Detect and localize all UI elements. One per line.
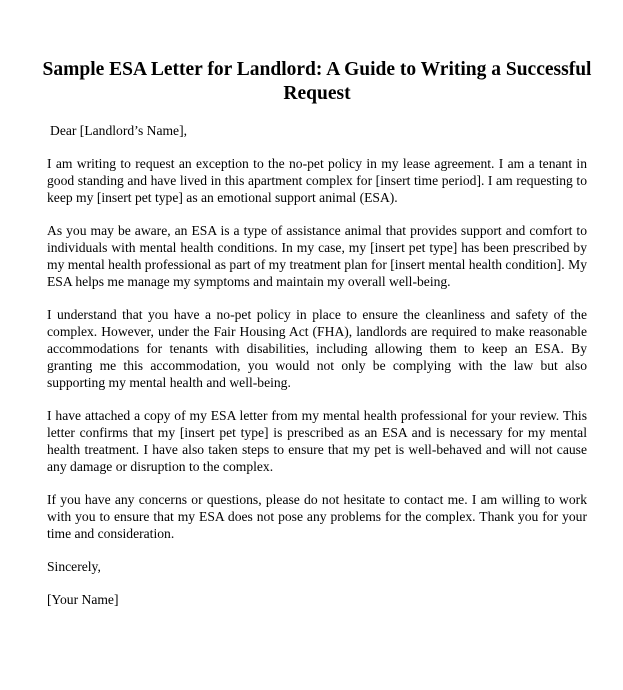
paragraph-contact: If you have any concerns or questions, please do not hesitate to contact me. I am willing to work with you to ensure that my ESA does not pose any problems for the complex. Thank you for your time and consideration. bbox=[47, 492, 587, 541]
letter-page bbox=[42, 58, 592, 608]
document-title: Sample ESA Letter for Landlord: A Guide to Writing a Successful Request bbox=[42, 59, 592, 104]
paragraph-fha-accommodation: I understand that you have a no-pet policy in place to ensure the cleanliness and safety of the complex. However, under the Fair Housing Act (FHA), landlords are required to make reasonable accommodations for tenants with disabilities, including allowing them to keep an ESA. By granting me this accommodation, you would not only be complying with the law but also supporting my mental health and well-being. bbox=[47, 307, 587, 390]
salutation: Dear [Landlord’s Name], bbox=[50, 123, 188, 138]
paragraph-attached-letter: I have attached a copy of my ESA letter from my mental health professional for your review. This letter confirms that my [insert pet type] is prescribed as an ESA and is necessary for my mental health treatment. I have also taken steps to ensure that my pet is well-behaved and will not cause any damage or disruption to the complex. bbox=[47, 408, 587, 474]
signature: [Your Name] bbox=[47, 592, 119, 607]
paragraph-request: I am writing to request an exception to the no-pet policy in my lease agreement. I am a tenant in good standing and have lived in this apartment complex for [insert time period]. I am requesting to keep my [insert pet type] as an emotional support animal (ESA). bbox=[47, 156, 587, 205]
paragraph-esa-explanation: As you may be aware, an ESA is a type of assistance animal that provides support and comfort to individuals with mental health conditions. In my case, my [insert pet type] has been prescribed by my mental health professional as part of my treatment plan for [insert mental health condition]. My ESA helps me manage my symptoms and maintain my overall well-being. bbox=[47, 223, 587, 289]
closing: Sincerely, bbox=[47, 559, 101, 574]
